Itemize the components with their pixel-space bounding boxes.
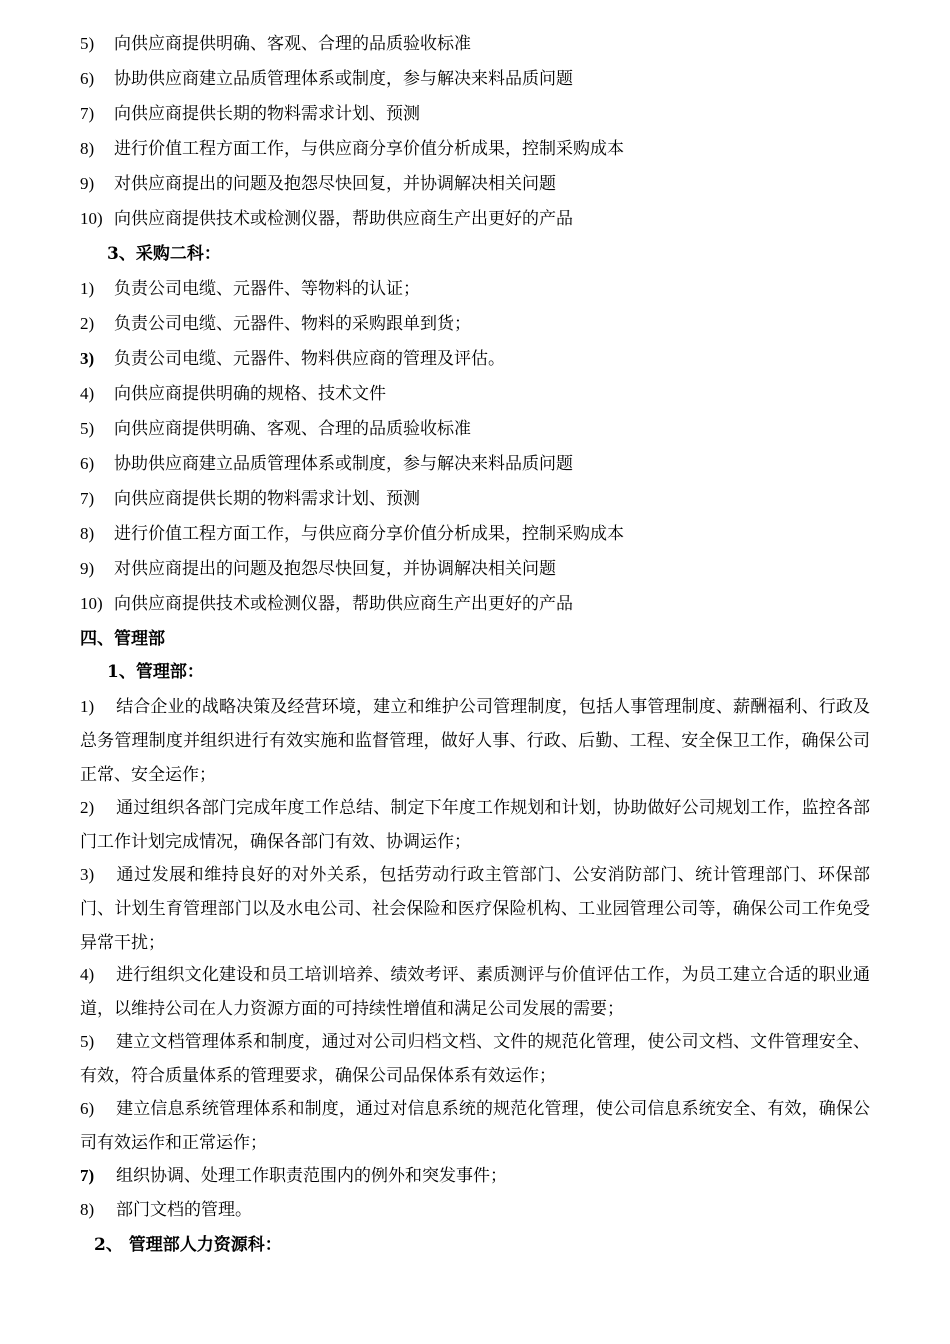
item-text: 进行价值工程方面工作，与供应商分享价值分析成果，控制采购成本 [114,139,624,159]
paragraph-item [80,958,870,1026]
item-text: 向供应商提供长期的物料需求计划、预测 [114,104,420,124]
item-number: 3) [80,349,95,368]
list-item [80,453,573,475]
item-number: 5) [80,34,95,53]
paragraph-item [80,1092,870,1160]
item-number: 2) [80,314,95,333]
list-item [80,173,556,195]
item-number: 5) [80,1032,95,1051]
list-item [80,418,471,440]
item-text: 建立文档管理体系和制度，通过对公司归档文档、文件的规范化管理，使公司文档、文件管理安全、有效，符合质量体系的管理要求，确保公司品保体系有效运作； [80,1032,870,1086]
paragraph-item [80,1159,870,1193]
list-item [80,488,420,510]
list-item [80,593,573,615]
item-text: 负责公司电缆、元器件、物料供应商的管理及评估。 [114,349,505,369]
item-number: 10) [80,209,103,228]
item-text: 向供应商提供技术或检测仪器，帮助供应商生产出更好的产品 [114,594,573,614]
item-number: 9) [80,559,95,578]
list-item [80,558,556,580]
list-item [80,103,420,125]
item-number: 3) [80,865,95,884]
item-text: 组织协调、处理工作职责范围内的例外和突发事件； [116,1166,507,1186]
item-text: 通过发展和维持良好的对外关系，包括劳动行政主管部门、公安消防部门、统计管理部门、环保部门、计划生育管理部门以及水电公司、社会保险和医疗保险机构、工业园管理公司等，确保公司工作免受异常干扰； [80,865,870,953]
list-item [80,278,420,300]
item-number: 9) [80,174,95,193]
item-number: 8) [80,1200,95,1219]
item-number: 1) [80,697,95,716]
subsection-title: 1、管理部： [107,662,204,682]
subsection-title: 3、采购二科： [107,244,221,264]
item-number: 6) [80,454,95,473]
item-number: 5) [80,419,95,438]
item-text: 向供应商提供技术或检测仪器，帮助供应商生产出更好的产品 [114,209,573,229]
paragraph-item [80,1193,870,1227]
paragraph-item [80,858,870,960]
item-text: 向供应商提供明确的规格、技术文件 [114,384,386,404]
list-item [80,68,573,90]
item-text: 通过组织各部门完成年度工作总结、制定下年度工作规划和计划，协助做好公司规划工作，监控各部门工作计划完成情况，确保各部门有效、协调运作； [80,798,870,852]
list-item [80,523,624,545]
item-number: 4) [80,965,95,984]
item-text: 对供应商提出的问题及抱怨尽快回复，并协调解决相关问题 [114,559,556,579]
item-text: 协助供应商建立品质管理体系或制度，参与解决来料品质问题 [114,69,573,89]
item-number: 4) [80,384,95,403]
subsection-title: 2、 管理部人力资源科： [94,1235,282,1255]
item-number: 7) [80,104,95,123]
list-item [80,313,471,335]
item-text: 向供应商提供长期的物料需求计划、预测 [114,489,420,509]
list-item [80,348,505,370]
paragraph-item [80,791,870,859]
list-item [80,33,471,55]
list-item [80,138,624,160]
item-text: 进行组织文化建设和员工培训培养、绩效考评、素质测评与价值评估工作，为员工建立合适的职业通道，以维持公司在人力资源方面的可持续性增值和满足公司发展的需要； [80,965,870,1019]
item-text: 结合企业的战略决策及经营环境，建立和维护公司管理制度，包括人事管理制度、薪酬福利、行政及总务管理制度并组织进行有效实施和监督管理，做好人事、行政、后勤、工程、安全保卫工作，确保公司正常、安全运作； [80,697,870,785]
item-text: 负责公司电缆、元器件、物料的采购跟单到货； [114,314,471,334]
list-item [80,208,573,230]
item-text: 负责公司电缆、元器件、等物料的认证； [114,279,420,299]
item-number: 2) [80,798,95,817]
item-text: 协助供应商建立品质管理体系或制度，参与解决来料品质问题 [114,454,573,474]
list-item [80,383,386,405]
item-text: 对供应商提出的问题及抱怨尽快回复，并协调解决相关问题 [114,174,556,194]
item-text: 进行价值工程方面工作，与供应商分享价值分析成果，控制采购成本 [114,524,624,544]
item-number: 6) [80,1099,95,1118]
item-number: 8) [80,524,95,543]
item-text: 向供应商提供明确、客观、合理的品质验收标准 [114,34,471,54]
paragraph-item [80,690,870,792]
section-heading: 四、管理部 [80,629,165,649]
item-text: 向供应商提供明确、客观、合理的品质验收标准 [114,419,471,439]
item-number: 8) [80,139,95,158]
item-text: 部门文档的管理。 [116,1200,252,1220]
item-number: 1) [80,279,95,298]
item-number: 7) [80,489,95,508]
item-number: 10) [80,594,103,613]
paragraph-item [80,1025,870,1093]
item-number: 7) [80,1166,95,1185]
item-text: 建立信息系统管理体系和制度，通过对信息系统的规范化管理，使公司信息系统安全、有效，确保公司有效运作和正常运作； [80,1099,870,1153]
item-number: 6) [80,69,95,88]
